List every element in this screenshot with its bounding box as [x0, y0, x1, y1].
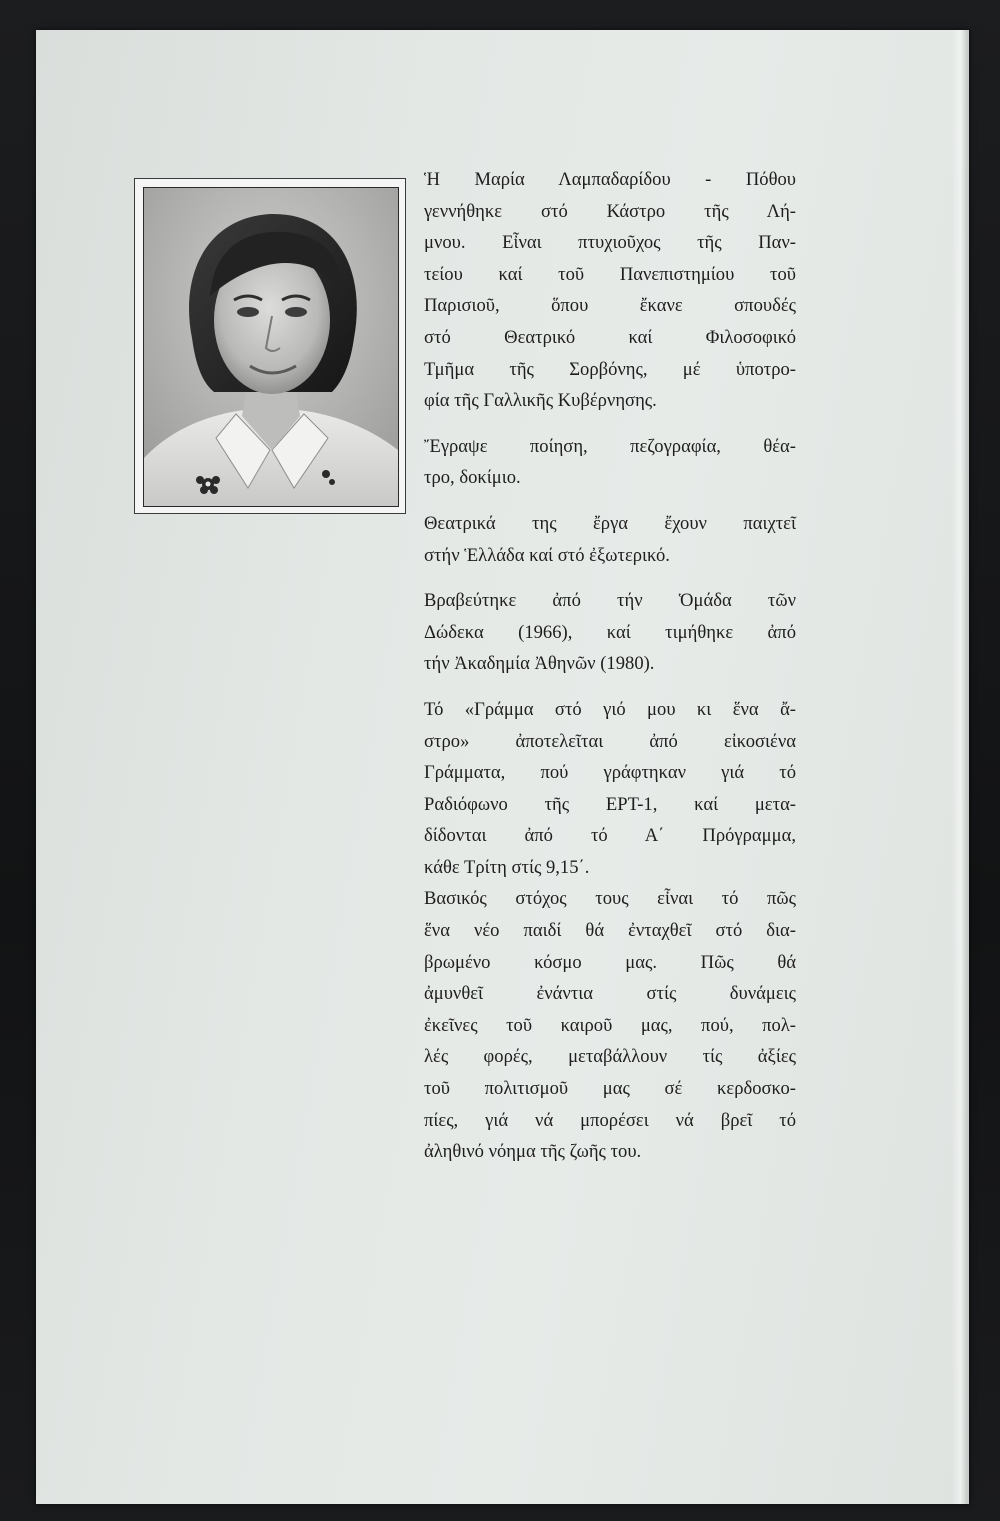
bio-line: ἀμυνθεῖ ἐνάντια στίς δυνάμεις [424, 983, 796, 1005]
book-back-cover [36, 30, 969, 1504]
bio-line: Ἔγραψε ποίηση, πεζογραφία, θέα- [424, 435, 796, 457]
bio-line: τρο, δοκίμιο. [424, 467, 521, 489]
bio-line: Δώδεκα (1966), καί τιμήθηκε ἀπό [424, 621, 796, 643]
bio-line: Τό «Γράμμα στό γιό μου κι ἕνα ἄ- [424, 698, 796, 720]
cover-edge-wear [952, 30, 966, 1504]
bio-line: στρο» ἀποτελεῖται ἀπό εἰκοσιένα [424, 730, 796, 752]
bio-line: κάθε Τρίτη στίς 9,15΄. [424, 856, 590, 878]
author-portrait-image [144, 188, 398, 506]
bio-line: τήν Ἀκαδημία Ἀθηνῶν (1980). [424, 653, 655, 675]
bio-line: Τμῆμα τῆς Σορβόνης, μέ ὑποτρο- [424, 358, 796, 380]
bio-line: Θεατρικά της ἔργα ἔχουν παιχτεῖ [424, 512, 796, 534]
bio-line: φία τῆς Γαλλικῆς Κυβέρνησης. [424, 390, 657, 412]
bio-line: μνου. Εἶναι πτυχιοῦχος τῆς Παν- [424, 232, 796, 254]
bio-line: ἐκεῖνες τοῦ καιροῦ μας, πού, πολ- [424, 1014, 796, 1036]
author-photo [143, 187, 399, 507]
author-bio-text [424, 164, 796, 1168]
bio-paragraph-4 [424, 585, 796, 680]
bio-line: Βραβεύτηκε ἀπό τήν Ὁμάδα τῶν [424, 590, 796, 612]
bio-paragraph-1 [424, 164, 796, 417]
bio-paragraph-2 [424, 431, 796, 494]
bio-line: τοῦ πολιτισμοῦ μας σέ κερδοσκο- [424, 1078, 796, 1100]
bio-line: Ἡ Μαρία Λαμπαδαρίδου - Πόθου [424, 169, 796, 190]
bio-paragraph-5 [424, 694, 796, 1168]
author-photo-frame [134, 178, 406, 514]
bio-line: Γράμματα, πού γράφτηκαν γιά τό [424, 762, 796, 784]
bio-line: Παρισιοῦ, ὅπου ἔκανε σπουδές [424, 295, 796, 317]
bio-line: ἀληθινό νόημα τῆς ζωῆς του. [424, 1141, 642, 1163]
bio-line: δίδονται ἀπό τό Α΄ Πρόγραμμα, [424, 825, 796, 847]
bio-line: Ραδιόφωνο τῆς ΕΡΤ-1, καί μετα- [424, 793, 796, 815]
bio-line: στήν Ἑλλάδα καί στό ἐξωτερικό. [424, 544, 670, 566]
bio-line: γεννήθηκε στό Κάστρο τῆς Λή- [424, 200, 796, 222]
bio-line: λές φορές, μεταβάλλουν τίς ἀξίες [424, 1046, 796, 1068]
bio-line: πίες, γιά νά μπορέσει νά βρεῖ τό [424, 1109, 796, 1131]
bio-line: βρωμένο κόσμο μας. Πῶς θά [424, 951, 796, 973]
bio-line: Βασικός στόχος τους εἶναι τό πῶς [424, 888, 796, 910]
bio-line: ἕνα νέο παιδί θά ἐνταχθεῖ στό δια- [424, 920, 796, 942]
bio-line: τείου καί τοῦ Πανεπιστημίου τοῦ [424, 263, 796, 285]
bio-line: στό Θεατρικό καί Φιλοσοφικό [424, 326, 796, 348]
bio-paragraph-3 [424, 508, 796, 571]
